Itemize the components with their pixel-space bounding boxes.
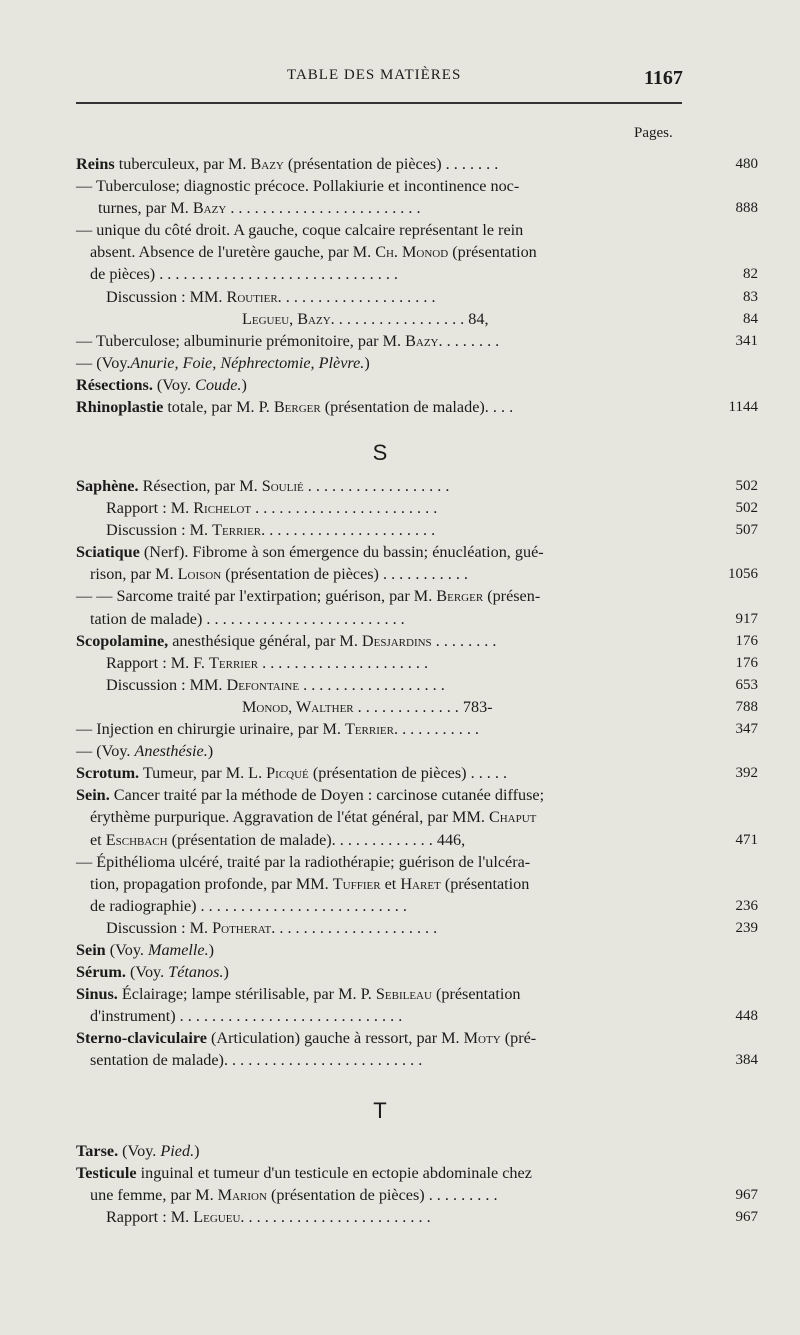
index-entry [76,873,640,895]
entry-text: tion, propagation profonde, par MM. Tuffier et Haret (présentation [90,874,530,893]
index-entry [76,895,758,917]
index-entry [76,652,758,674]
index-entry [76,352,640,374]
entry-page-number: 176 [735,654,758,671]
entry-page-number: 480 [735,156,758,172]
entry-page-number: 341 [735,332,758,349]
entry-text: Discussion : MM. Routier. . . . . . . . . . . . . . . . . . . . [106,287,436,306]
entry-text: de radiographie) . . . . . . . . . . . . . . . . . . . . . . . . . . [90,896,407,915]
entry-text: Tarse. (Voy. Pied.) [76,1142,200,1160]
index-entry [76,374,640,396]
index-entry [76,961,640,983]
index-entry [76,806,640,828]
entry-text: Sein. Cancer traité par la méthode de Doyen : carcinose cutanée diffuse; [76,786,545,805]
entry-text: d'instrument) . . . . . . . . . . . . . . . . . . . . . . . . . . . . [90,1007,403,1026]
entry-text: Sciatique (Nerf). Fibrome à son émergence du bassin; énucléation, gué- [76,543,544,562]
entry-text: Résections. (Voy. Coude.) [76,375,247,394]
entry-text: Rapport : M. Richelot . . . . . . . . . . . . . . . . . . . . . . . [106,499,438,518]
index-entry [76,1140,640,1162]
entry-page-number: 471 [735,831,758,848]
entry-page-number: 82 [743,266,758,283]
entry-page-number: 239 [735,919,758,936]
index-entry [76,740,640,762]
entry-page-number: 1056 [728,566,758,583]
entry-text: — — Sarcome traité par l'extirpation; guérison, par M. Berger (présen- [76,587,541,606]
index-entry [76,1206,758,1228]
index-entry [76,519,758,541]
entry-text: absent. Absence de l'uretère gauche, par M. Ch. Monod (présentation [90,243,537,262]
entry-text: Sein (Voy. Mamelle.) [76,940,215,959]
entry-text: Discussion : M. Terrier. . . . . . . . . . . . . . . . . . . . . . [106,521,436,540]
entry-text: Rapport : M. F. Terrier . . . . . . . . . . . . . . . . . . . . . [106,653,429,672]
index-entry [76,1162,640,1184]
entry-text: Discussion : MM. Defontaine . . . . . . . . . . . . . . . . . . [106,675,445,694]
index-entry [76,829,758,851]
index-entry [76,784,640,806]
index-entry [76,396,758,418]
index-entry [76,153,758,175]
entry-text: Scrotum. Tumeur, par M. L. Picqué (présentation de pièces) . . . . . [76,764,508,783]
entry-page-number: 347 [735,721,758,738]
entry-text: Reins tuberculeux, par M. Bazy (présentation de pièces) . . . . . . . [76,155,499,173]
entry-page-number: 917 [735,610,758,627]
index-entry [76,674,758,696]
entry-text: — Épithélioma ulcéré, traité par la radiothérapie; guérison de l'ulcéra- [76,852,531,871]
index-entry [76,762,758,784]
entry-text: — Injection en chirurgie urinaire, par M. Terrier. . . . . . . . . . . [76,720,479,739]
index-entry [76,983,640,1005]
index-entry [76,630,758,652]
entry-text: rison, par M. Loison (présentation de pièces) . . . . . . . . . . . [90,565,468,584]
section-r-entries [76,153,758,418]
entry-text: Discussion : M. Potherat. . . . . . . . . . . . . . . . . . . . . [106,918,438,937]
entry-text: Rhinoplastie totale, par M. P. Berger (présentation de malade). . . . [76,398,514,417]
entry-page-number: 1144 [728,399,758,416]
header-rule [76,102,682,104]
entry-text: Rapport : M. Legueu. . . . . . . . . . . . . . . . . . . . . . . . [106,1208,431,1227]
section-s-entries [76,475,758,1072]
index-entry [76,541,640,563]
entry-text: et Eschbach (présentation de malade). . . . . . . . . . . . . 446, [90,830,466,849]
entry-text: Sterno-claviculaire (Articulation) gauche à ressort, par M. Moty (pré- [76,1029,537,1048]
index-entry [76,917,758,939]
entry-text: — (Voy.Anurie, Foie, Néphrectomie, Plèvre.) [76,353,370,372]
entry-text: — Tuberculose; albuminurie prémonitoire, par M. Bazy. . . . . . . . [76,331,500,350]
index-entry [76,175,640,197]
entry-page-number: 83 [743,288,758,305]
entry-page-number: 392 [735,765,758,782]
index-entry [76,263,758,285]
index-entry [76,308,758,330]
entry-text: Sérum. (Voy. Tétanos.) [76,963,229,982]
entry-page-number: 502 [735,500,758,517]
entry-text: Scopolamine, anesthésique général, par M. Desjardins . . . . . . . . [76,631,497,650]
entry-page-number: 507 [735,522,758,539]
entry-text: de pièces) . . . . . . . . . . . . . . . . . . . . . . . . . . . . . . [90,265,398,284]
index-entry [76,696,758,718]
index-entry [76,563,758,585]
index-entry [76,1027,640,1049]
entry-page-number: 384 [735,1052,758,1069]
index-entry [76,241,640,263]
entry-page-number: 967 [735,1187,758,1204]
entry-page-number: 653 [735,676,758,693]
entry-text: — Tuberculose; diagnostic précoce. Pollakiurie et incontinence noc- [76,177,520,196]
index-entry [76,219,640,241]
index-entry [76,608,758,630]
entry-text: Legueu, Bazy. . . . . . . . . . . . . . . . . 84, [242,309,489,328]
entry-text: Sinus. Éclairage; lampe stérilisable, par M. P. Sebileau (présentation [76,985,521,1004]
index-entry [76,1005,758,1027]
index-entry [76,1184,758,1206]
index-entry [76,286,758,308]
header-title: TABLE DES MATIÈRES [287,67,462,83]
index-entry [76,718,758,740]
entry-text: Testicule inguinal et tumeur d'un testicule en ectopie abdominale chez [76,1164,532,1183]
entry-page-number: 967 [735,1209,758,1226]
running-header [0,67,800,89]
index-entry [76,197,758,219]
header-page-number: 1167 [644,67,683,89]
index-entry [76,1049,758,1071]
entry-text: — (Voy. Anesthésie.) [76,742,214,761]
entry-page-number: 502 [735,478,758,494]
entry-text: érythème purpurique. Aggravation de l'état général, par MM. Chaput [90,808,537,827]
entry-text: — unique du côté droit. A gauche, coque calcaire représentant le rein [76,221,524,240]
entry-page-number: 888 [735,200,758,217]
pages-column-label: Pages. [634,125,673,141]
index-entry [76,330,758,352]
index-entry [76,851,640,873]
entry-page-number: 236 [735,897,758,914]
entry-text: sentation de malade). . . . . . . . . . . . . . . . . . . . . . . . . [90,1051,423,1070]
entry-page-number: 84 [743,310,758,327]
entry-text: Saphène. Résection, par M. Soulié . . . . . . . . . . . . . . . . . . [76,477,450,495]
index-entry [76,497,758,519]
section-t-entries [76,1140,758,1228]
index-entry [76,475,758,497]
entry-page-number: 788 [735,698,758,715]
entry-text: turnes, par M. Bazy . . . . . . . . . . . . . . . . . . . . . . . . [98,199,421,218]
entry-page-number: 176 [735,632,758,649]
section-letter-s: S [372,440,388,465]
index-entry [76,939,640,961]
index-entry [76,585,640,607]
section-letter-t: T [373,1098,387,1123]
entry-text: Monod, Walther . . . . . . . . . . . . . 783- [242,697,493,716]
entry-text: tation de malade) . . . . . . . . . . . . . . . . . . . . . . . . . [90,609,405,628]
entry-page-number: 448 [735,1008,758,1025]
entry-text: une femme, par M. Marion (présentation de pièces) . . . . . . . . . [90,1186,498,1205]
